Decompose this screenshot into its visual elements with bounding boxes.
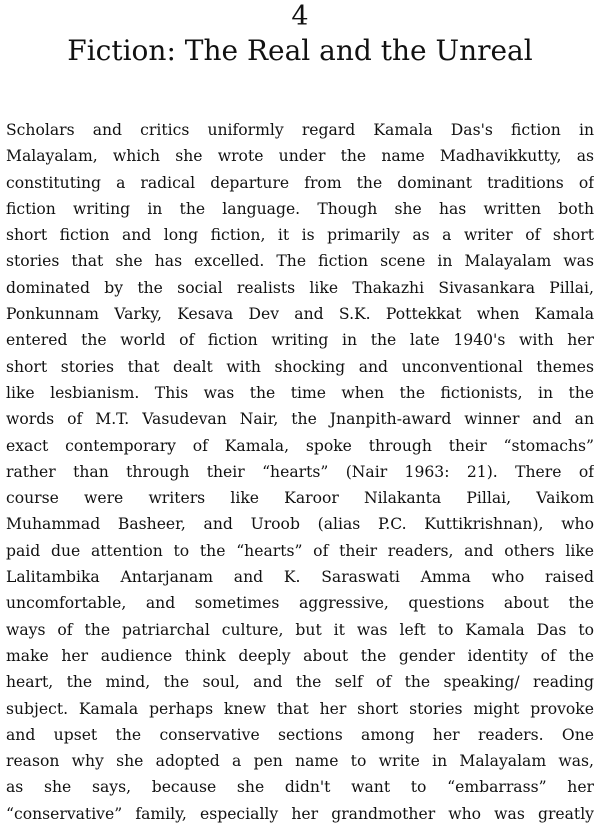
- text-line: short stories that dealt with shocking and unconventional themes: [6, 357, 594, 376]
- text-line: entered the world of fiction writing in the late 1940's with her: [6, 331, 594, 350]
- text-line: heart, the mind, the soul, and the self of the speaking/ reading: [6, 673, 594, 692]
- text-line: as she says, because she didn't want to “embarrass” her: [6, 778, 594, 797]
- text-line: and upset the conservative sections among her readers. One: [6, 725, 594, 744]
- text-line: uncomfortable, and sometimes aggressive, questions about the: [6, 594, 594, 613]
- text-line: make her audience think deeply about the gender identity of the: [6, 646, 594, 665]
- text-line: ways of the patriarchal culture, but it was left to Kamala Das to: [6, 620, 594, 639]
- text-line: rather than through their “hearts” (Nair 1963: 21). There of: [6, 462, 594, 481]
- chapter-number: 4: [291, 1, 309, 32]
- body-paragraph: [6, 117, 594, 827]
- text-line: like lesbianism. This was the time when the fictionists, in the: [6, 383, 594, 402]
- text-line: course were writers like Karoor Nilakanta Pillai, Vaikom: [6, 489, 594, 508]
- text-line: short fiction and long fiction, it is primarily as a writer of short: [6, 226, 594, 245]
- text-line: dominated by the social realists like Thakazhi Sivasankara Pillai,: [6, 278, 594, 297]
- text-line: fiction writing in the language. Though she has written both: [6, 199, 594, 218]
- text-line: Muhammad Basheer, and Uroob (alias P.C. Kuttikrishnan), who: [6, 515, 594, 534]
- chapter-title: Fiction: The Real and the Unreal: [67, 34, 533, 67]
- text-line: reason why she adopted a pen name to write in Malayalam was,: [6, 752, 594, 771]
- text-line: stories that she has excelled. The fiction scene in Malayalam was: [6, 252, 594, 271]
- text-line: paid due attention to the “hearts” of their readers, and others like: [6, 541, 594, 560]
- text-line: subject. Kamala perhaps knew that her short stories might provoke: [6, 699, 594, 718]
- text-line: Ponkunnam Varky, Kesava Dev and S.K. Pottekkat when Kamala: [6, 305, 594, 324]
- text-line: exact contemporary of Kamala, spoke through their “stomachs”: [6, 436, 594, 455]
- text-line: Malayalam, which she wrote under the name Madhavikkutty, as: [6, 147, 594, 166]
- text-line: words of M.T. Vasudevan Nair, the Jnanpith-award winner and an: [6, 410, 594, 429]
- text-line: constituting a radical departure from the dominant traditions of: [6, 173, 594, 192]
- text-line: “conservative” family, especially her grandmother who was greatly: [6, 804, 594, 823]
- text-line: Scholars and critics uniformly regard Kamala Das's fiction in: [6, 121, 594, 139]
- text-line: Lalitambika Antarjanam and K. Saraswati Amma who raised: [6, 568, 594, 587]
